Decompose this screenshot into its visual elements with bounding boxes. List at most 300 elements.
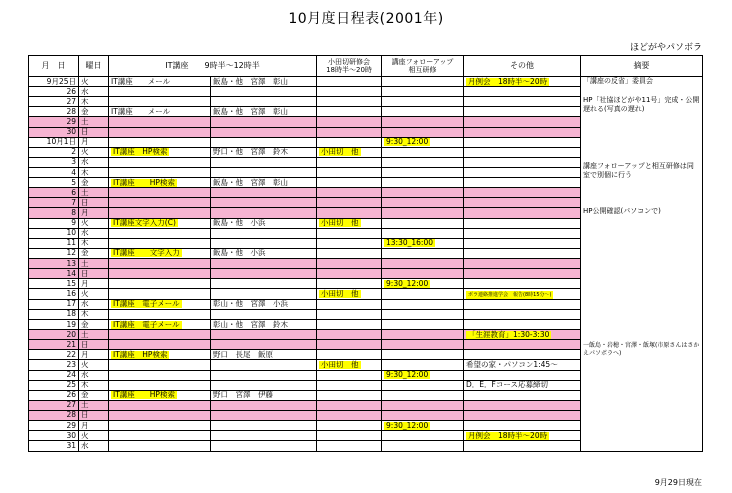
other-cell-text: 月例会 18時半～20時: [468, 76, 548, 86]
other-cell: [464, 431, 581, 441]
day-cell-text: 火: [81, 359, 89, 369]
day-cell: [79, 218, 109, 228]
lecturer-cell: [211, 279, 317, 289]
schedule-table: [28, 55, 703, 452]
odagiri-cell: [317, 258, 382, 268]
date-cell: [29, 330, 79, 340]
other-cell: [464, 198, 581, 208]
lecturer-cell: [211, 157, 317, 167]
other-cell: [464, 400, 581, 410]
date-cell-text: 18: [66, 309, 76, 319]
followup-cell: [382, 178, 464, 188]
other-cell: [464, 77, 581, 87]
date-cell: [29, 289, 79, 299]
date-cell: [29, 208, 79, 218]
other-cell: [464, 218, 581, 228]
lecturer-cell: [211, 127, 317, 137]
followup-cell: [382, 380, 464, 390]
day-cell-text: 水: [81, 228, 89, 238]
lecturer-cell: [211, 350, 317, 360]
it-course-cell: [109, 299, 211, 309]
followup-cell: [382, 208, 464, 218]
day-cell: [79, 188, 109, 198]
it-course-cell: [109, 370, 211, 380]
it-course-cell-text: IT講座文字入力(C): [113, 218, 176, 228]
date-cell-text: 29: [66, 420, 76, 430]
odagiri-cell: [317, 228, 382, 238]
day-cell: [79, 178, 109, 188]
day-cell-text: 土: [81, 329, 89, 339]
other-cell: [464, 441, 581, 451]
it-course-cell-text: IT講座 HP検索: [113, 177, 175, 187]
header-followup-sub: 相互研修: [408, 66, 437, 74]
other-cell: [464, 370, 581, 380]
odagiri-cell: [317, 340, 382, 350]
lecturer-cell: [211, 248, 317, 258]
followup-cell-text: 9:30_12:00: [386, 137, 429, 147]
followup-cell-text: 9:30_12:00: [386, 420, 429, 430]
it-course-cell: [109, 350, 211, 360]
day-cell: [79, 208, 109, 218]
lecturer-cell: [211, 289, 317, 299]
day-cell-text: 月: [81, 278, 89, 288]
it-course-cell: [109, 421, 211, 431]
day-cell: [79, 309, 109, 319]
it-course-cell: [109, 289, 211, 299]
odagiri-cell: [317, 188, 382, 198]
day-cell: [79, 299, 109, 309]
odagiri-cell: [317, 107, 382, 117]
other-cell: [464, 390, 581, 400]
it-course-cell: [109, 238, 211, 248]
followup-cell: [382, 157, 464, 167]
followup-cell: [382, 289, 464, 299]
day-cell: [79, 87, 109, 97]
day-cell-text: 水: [81, 86, 89, 96]
it-course-cell: [109, 167, 211, 177]
lecturer-cell-text: 彰山・他 宮澤 小浜: [213, 299, 288, 309]
day-cell: [79, 340, 109, 350]
lecturer-cell: [211, 299, 317, 309]
date-cell: [29, 228, 79, 238]
day-cell: [79, 431, 109, 441]
date-cell: [29, 147, 79, 157]
followup-cell: [382, 147, 464, 157]
lecturer-cell: [211, 218, 317, 228]
it-course-cell: [109, 248, 211, 258]
date-cell: [29, 117, 79, 127]
lecturer-cell: [211, 228, 317, 238]
followup-cell: [382, 360, 464, 370]
lecturer-cell-text: 野口 宮澤 伊藤: [213, 390, 273, 400]
date-cell-text: 11: [66, 238, 76, 248]
followup-cell: [382, 330, 464, 340]
header-odagiri: [317, 56, 382, 77]
other-cell: [464, 97, 581, 107]
day-cell: [79, 380, 109, 390]
followup-cell: [382, 319, 464, 329]
other-cell: [464, 380, 581, 390]
day-cell: [79, 77, 109, 87]
date-cell-text: 24: [66, 370, 76, 380]
date-cell-text: 22: [66, 349, 76, 359]
day-cell: [79, 410, 109, 420]
odagiri-cell: [317, 117, 382, 127]
date-cell: [29, 309, 79, 319]
odagiri-cell: [317, 178, 382, 188]
date-cell: [29, 431, 79, 441]
odagiri-cell: [317, 157, 382, 167]
lecturer-cell: [211, 107, 317, 117]
day-cell: [79, 319, 109, 329]
it-course-cell-text: IT講座 電子メール: [113, 299, 180, 309]
odagiri-cell: [317, 208, 382, 218]
date-cell-text: 4: [71, 167, 76, 177]
it-course-cell: [109, 330, 211, 340]
day-cell-text: 金: [81, 177, 89, 187]
date-cell-text: 21: [66, 339, 76, 349]
day-cell-text: 月: [81, 420, 89, 430]
other-cell: [464, 208, 581, 218]
date-cell: [29, 410, 79, 420]
odagiri-cell: [317, 238, 382, 248]
date-cell-text: 2: [71, 147, 76, 157]
date-cell-text: 30: [66, 127, 76, 137]
other-cell: [464, 178, 581, 188]
odagiri-cell: [317, 309, 382, 319]
followup-cell: [382, 77, 464, 87]
summary-note: HP「社協ほどがや11号」完成・公開遅れる(写真の遅れ): [583, 96, 700, 113]
summary-note: 講座フォローアップと相互研修は同室で別個に行う: [583, 162, 694, 179]
odagiri-cell: [317, 137, 382, 147]
other-cell: [464, 299, 581, 309]
odagiri-cell: [317, 400, 382, 410]
other-cell: [464, 309, 581, 319]
odagiri-cell: [317, 421, 382, 431]
followup-cell: [382, 228, 464, 238]
day-cell: [79, 127, 109, 137]
odagiri-cell: [317, 127, 382, 137]
header-summary: 摘要: [581, 56, 703, 77]
day-cell: [79, 360, 109, 370]
day-cell: [79, 400, 109, 410]
header-followup: [382, 56, 464, 77]
day-cell: [79, 107, 109, 117]
header-date: 月 日: [29, 56, 79, 77]
lecturer-cell: [211, 370, 317, 380]
date-cell: [29, 319, 79, 329]
it-course-cell: [109, 127, 211, 137]
date-cell: [29, 97, 79, 107]
odagiri-cell: [317, 167, 382, 177]
followup-cell: [382, 269, 464, 279]
date-cell: [29, 218, 79, 228]
lecturer-cell-text: 彰山・他 宮澤 鈴木: [213, 319, 288, 329]
day-cell: [79, 330, 109, 340]
lecturer-cell: [211, 400, 317, 410]
it-course-cell-text: IT講座 電子メール: [113, 319, 180, 329]
day-cell-text: 火: [81, 430, 89, 440]
lecturer-cell: [211, 167, 317, 177]
odagiri-cell: [317, 319, 382, 329]
other-cell: [464, 330, 581, 340]
day-cell: [79, 157, 109, 167]
odagiri-cell: [317, 350, 382, 360]
day-cell-text: 水: [81, 157, 89, 167]
date-cell-text: 9: [71, 218, 76, 228]
odagiri-cell: [317, 441, 382, 451]
other-cell: [464, 238, 581, 248]
other-cell: [464, 410, 581, 420]
other-cell: [464, 137, 581, 147]
it-course-cell: [109, 410, 211, 420]
followup-cell: [382, 441, 464, 451]
as-of-date: 9月29日現在: [654, 478, 702, 487]
date-cell: [29, 299, 79, 309]
table-row: [29, 77, 703, 87]
date-cell: [29, 370, 79, 380]
date-cell: [29, 248, 79, 258]
day-cell-text: 日: [81, 197, 89, 207]
lecturer-cell: [211, 431, 317, 441]
day-cell-text: 木: [81, 238, 89, 248]
date-cell-text: 6: [71, 187, 76, 197]
day-cell: [79, 370, 109, 380]
it-course-cell-text: IT講座 メール: [111, 76, 171, 86]
other-cell: [464, 289, 581, 299]
it-course-cell: [109, 97, 211, 107]
it-course-cell: [109, 279, 211, 289]
lecturer-cell-text: 飯島・他 小浜: [213, 218, 266, 228]
followup-cell: [382, 127, 464, 137]
date-cell: [29, 390, 79, 400]
odagiri-cell: [317, 370, 382, 380]
followup-cell: [382, 198, 464, 208]
it-course-cell: [109, 87, 211, 97]
date-cell-text: 17: [66, 299, 76, 309]
day-cell-text: 土: [81, 187, 89, 197]
other-cell: [464, 248, 581, 258]
lecturer-cell-text: 飯島・他 宮澤 彰山: [213, 106, 288, 116]
date-cell-text: 31: [66, 440, 76, 450]
odagiri-cell: [317, 410, 382, 420]
date-cell: [29, 157, 79, 167]
it-course-cell-text: IT講座 HP検索: [113, 349, 168, 359]
day-cell-text: 金: [81, 319, 89, 329]
day-cell-text: 金: [81, 106, 89, 116]
day-cell-text: 木: [81, 309, 89, 319]
date-cell-text: 30: [66, 430, 76, 440]
day-cell-text: 月: [81, 207, 89, 217]
day-cell: [79, 198, 109, 208]
lecturer-cell: [211, 340, 317, 350]
date-cell: [29, 350, 79, 360]
date-cell: [29, 421, 79, 431]
odagiri-cell-text: 小田切 他: [321, 218, 359, 228]
day-cell-text: 土: [81, 400, 89, 410]
followup-cell-text: 9:30_12:00: [386, 278, 429, 288]
date-cell: [29, 269, 79, 279]
other-cell-text: 「生涯教育」1:30-3:30: [468, 329, 550, 339]
lecturer-cell: [211, 309, 317, 319]
day-cell: [79, 279, 109, 289]
day-cell-text: 火: [81, 76, 89, 86]
date-cell-text: 12: [66, 248, 76, 258]
odagiri-cell: [317, 97, 382, 107]
day-cell: [79, 238, 109, 248]
odagiri-cell: [317, 299, 382, 309]
date-cell-text: 15: [66, 278, 76, 288]
it-course-cell: [109, 319, 211, 329]
date-cell-text: 27: [66, 96, 76, 106]
header-other: その他: [464, 56, 581, 77]
date-cell-text: 26: [66, 86, 76, 96]
day-cell: [79, 147, 109, 157]
followup-cell: [382, 137, 464, 147]
other-cell-text: D．E．Fコース応募締切: [466, 380, 548, 390]
lecturer-cell: [211, 238, 317, 248]
day-cell-text: 月: [81, 137, 89, 147]
date-cell-text: 28: [66, 106, 76, 116]
odagiri-cell-text: 小田切 他: [321, 289, 359, 299]
lecturer-cell-text: 野口・他 宮澤 鈴木: [213, 147, 288, 157]
followup-cell: [382, 299, 464, 309]
followup-cell-text: 9:30_12:00: [386, 370, 429, 380]
lecturer-cell: [211, 360, 317, 370]
date-cell: [29, 198, 79, 208]
lecturer-cell-text: 野口 長尾 飯原: [213, 349, 273, 359]
it-course-cell: [109, 269, 211, 279]
day-cell-text: 水: [81, 440, 89, 450]
it-course-cell: [109, 178, 211, 188]
it-course-cell: [109, 380, 211, 390]
it-course-cell: [109, 309, 211, 319]
followup-cell: [382, 400, 464, 410]
day-cell-text: 日: [81, 127, 89, 137]
date-cell: [29, 188, 79, 198]
it-course-cell: [109, 198, 211, 208]
lecturer-cell: [211, 198, 317, 208]
it-course-cell-text: IT講座 メール: [111, 106, 171, 116]
date-cell: [29, 137, 79, 147]
lecturer-cell: [211, 441, 317, 451]
day-cell-text: 日: [81, 339, 89, 349]
day-cell-text: 金: [81, 390, 89, 400]
lecturer-cell-text: 飯島・他 宮澤 彰山: [213, 76, 288, 86]
lecturer-cell: [211, 188, 317, 198]
followup-cell: [382, 188, 464, 198]
odagiri-cell: [317, 248, 382, 258]
odagiri-cell: [317, 289, 382, 299]
odagiri-cell-text: 小田切 他: [321, 147, 359, 157]
lecturer-cell: [211, 77, 317, 87]
date-cell-text: 9月25日: [46, 76, 76, 86]
date-cell-text: 10月1日: [46, 137, 76, 147]
odagiri-cell: [317, 77, 382, 87]
lecturer-cell: [211, 390, 317, 400]
day-cell-text: 水: [81, 370, 89, 380]
followup-cell: [382, 258, 464, 268]
followup-cell: [382, 279, 464, 289]
followup-cell: [382, 410, 464, 420]
lecturer-cell-text: 飯島・他 宮澤 彰山: [213, 177, 288, 187]
date-cell-text: 25: [66, 380, 76, 390]
day-cell-text: 木: [81, 167, 89, 177]
day-cell: [79, 289, 109, 299]
day-cell: [79, 421, 109, 431]
day-cell: [79, 167, 109, 177]
header-it-course: IT講座 9時半～12時半: [109, 56, 317, 77]
followup-cell-text: 13:30_16:00: [386, 238, 433, 248]
other-cell: [464, 167, 581, 177]
followup-cell: [382, 87, 464, 97]
date-cell-text: 13: [66, 258, 76, 268]
day-cell: [79, 117, 109, 127]
date-cell-text: 19: [66, 319, 76, 329]
it-course-cell: [109, 218, 211, 228]
lecturer-cell: [211, 258, 317, 268]
day-cell-text: 水: [81, 299, 89, 309]
other-cell-text: ボラ連絡推進学会 報告(8時15分～): [468, 291, 552, 298]
it-course-cell: [109, 441, 211, 451]
it-course-cell: [109, 340, 211, 350]
followup-cell: [382, 370, 464, 380]
organization-name: ほどがやパソボラ: [629, 43, 702, 53]
lecturer-cell: [211, 208, 317, 218]
odagiri-cell: [317, 147, 382, 157]
other-cell: [464, 228, 581, 238]
followup-cell: [382, 431, 464, 441]
date-cell: [29, 87, 79, 97]
followup-cell: [382, 248, 464, 258]
it-course-cell: [109, 77, 211, 87]
date-cell-text: 20: [66, 329, 76, 339]
other-cell: [464, 107, 581, 117]
day-cell: [79, 269, 109, 279]
date-cell-text: 10: [66, 228, 76, 238]
other-cell-text: 希望の家・パソコン1:45～: [466, 359, 558, 369]
date-cell: [29, 360, 79, 370]
followup-cell: [382, 340, 464, 350]
date-cell: [29, 178, 79, 188]
followup-cell: [382, 117, 464, 127]
followup-cell: [382, 309, 464, 319]
odagiri-cell: [317, 390, 382, 400]
followup-cell: [382, 238, 464, 248]
it-course-cell-text: IT講座 文字入力: [113, 248, 180, 258]
day-cell: [79, 258, 109, 268]
it-course-cell: [109, 228, 211, 238]
it-course-cell: [109, 258, 211, 268]
date-cell: [29, 127, 79, 137]
followup-cell: [382, 107, 464, 117]
day-cell-text: 月: [81, 349, 89, 359]
date-cell-text: 26: [66, 390, 76, 400]
lecturer-cell: [211, 87, 317, 97]
followup-cell: [382, 167, 464, 177]
other-cell: [464, 87, 581, 97]
day-cell: [79, 137, 109, 147]
other-cell: [464, 157, 581, 167]
other-cell: [464, 127, 581, 137]
other-cell: [464, 117, 581, 127]
it-course-cell: [109, 157, 211, 167]
date-cell-text: 23: [66, 359, 76, 369]
it-course-cell: [109, 188, 211, 198]
followup-cell: [382, 97, 464, 107]
day-cell-text: 土: [81, 258, 89, 268]
day-cell-text: 日: [81, 410, 89, 420]
